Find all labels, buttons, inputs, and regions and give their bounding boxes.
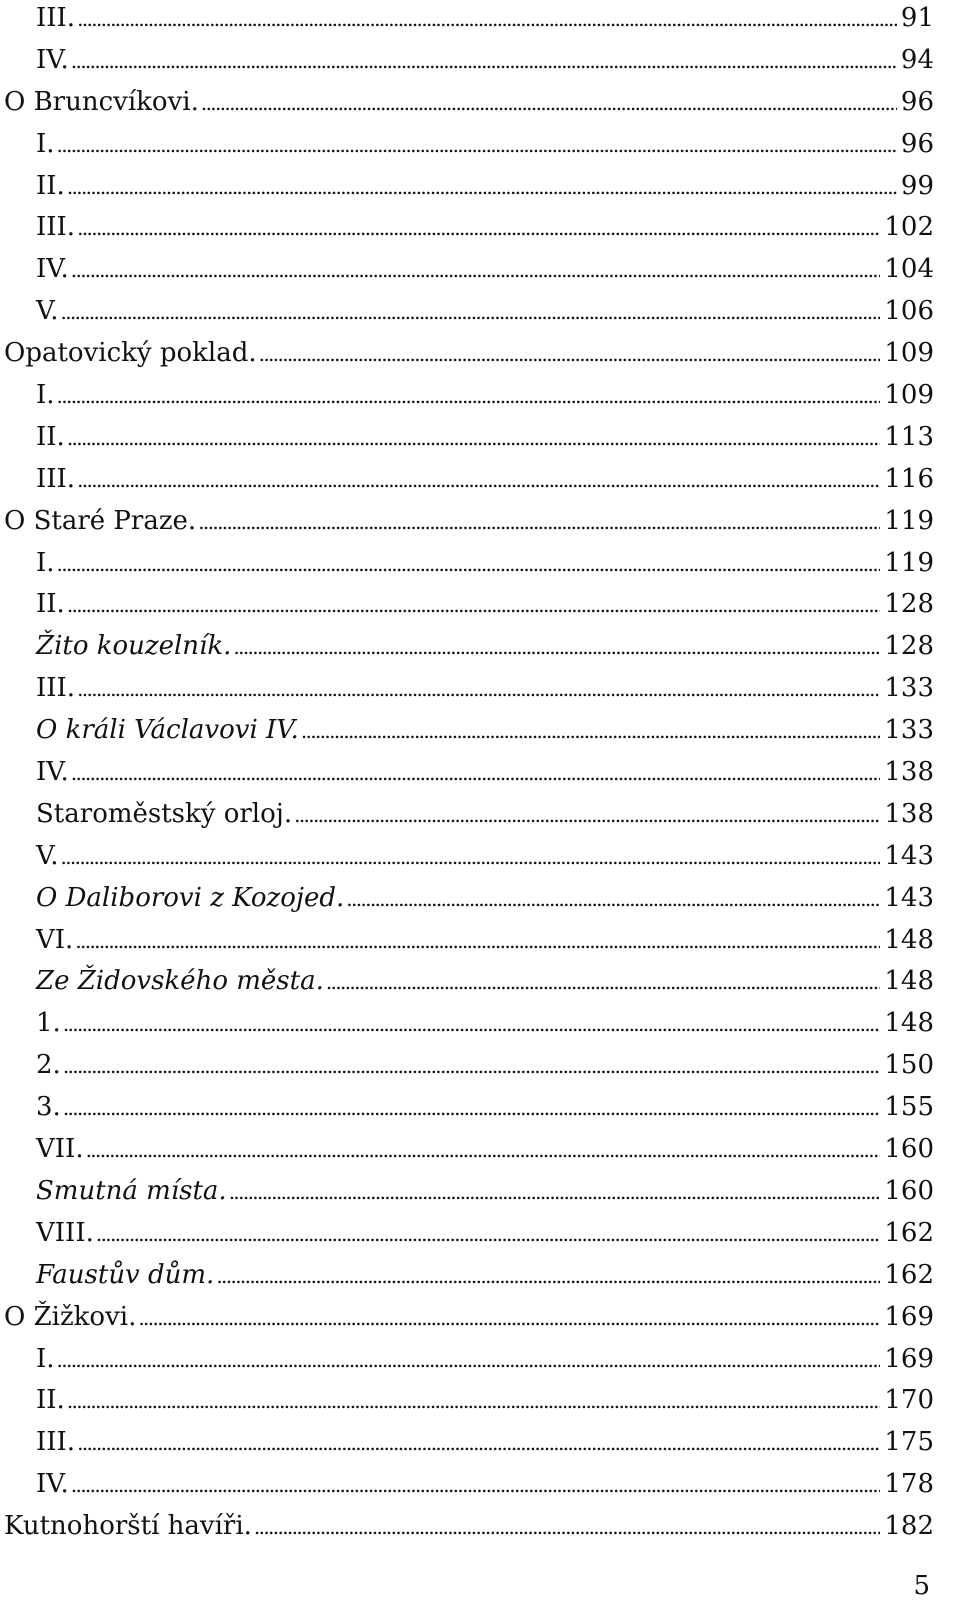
toc-entry-title: II. [36, 421, 65, 452]
toc-entry[interactable] [4, 878, 934, 920]
toc-entry-title: III. [36, 673, 76, 704]
dot-leader [71, 50, 897, 72]
dot-leader [77, 1432, 880, 1454]
toc-entry-page: 104 [884, 254, 934, 285]
dot-leader [77, 469, 880, 491]
toc-entry-title: O Staré Praze. [4, 505, 197, 536]
toc-entry-title: I. [36, 1343, 55, 1374]
table-of-contents [4, 0, 934, 1548]
toc-entry[interactable] [4, 1129, 934, 1171]
toc-entry[interactable] [4, 0, 934, 40]
toc-entry-page: 133 [884, 673, 934, 704]
toc-entry-title: IV. [36, 1469, 69, 1500]
toc-entry[interactable] [4, 207, 934, 249]
dot-leader [259, 343, 881, 365]
dot-leader [75, 930, 880, 952]
dot-leader [77, 217, 880, 239]
toc-entry-page: 178 [884, 1469, 934, 1500]
toc-entry-page: 116 [884, 463, 934, 494]
toc-entry-title: III. [36, 1427, 76, 1458]
toc-entry-page: 175 [884, 1427, 934, 1458]
dot-leader [301, 720, 881, 742]
toc-entry-page: 96 [900, 86, 934, 117]
dot-leader [67, 176, 897, 198]
dot-leader [86, 1139, 881, 1161]
dot-leader [138, 1307, 880, 1329]
toc-entry[interactable] [4, 1380, 934, 1422]
toc-entry[interactable] [4, 920, 934, 962]
toc-entry-title: II. [36, 589, 65, 620]
dot-leader [216, 1265, 880, 1287]
toc-entry-title: VII. [36, 1134, 84, 1165]
toc-entry-page: 128 [884, 589, 934, 620]
toc-entry[interactable] [4, 1003, 934, 1045]
toc-entry-title: IV. [36, 254, 69, 285]
dot-leader [57, 553, 881, 575]
toc-entry[interactable] [4, 1297, 934, 1339]
toc-entry[interactable] [4, 417, 934, 459]
toc-entry[interactable] [4, 668, 934, 710]
toc-entry[interactable] [4, 584, 934, 626]
dot-leader [346, 888, 880, 910]
dot-leader [63, 1055, 881, 1077]
dot-leader [77, 8, 897, 30]
toc-entry[interactable] [4, 1339, 934, 1381]
toc-entry-title: IV. [36, 44, 69, 75]
toc-entry-title: Žito kouzelník. [36, 631, 232, 662]
dot-leader [63, 1097, 881, 1119]
dot-leader [71, 1474, 881, 1496]
toc-entry-page: 150 [884, 1050, 934, 1081]
dot-leader [71, 259, 881, 281]
toc-entry-title: Ze Židovského města. [36, 966, 324, 997]
toc-entry-page: 113 [884, 421, 934, 452]
toc-entry-title: Smutná místa. [36, 1175, 227, 1206]
toc-entry[interactable] [4, 82, 934, 124]
toc-entry[interactable] [4, 836, 934, 878]
toc-entry-page: 109 [884, 380, 934, 411]
toc-entry-page: 162 [884, 1259, 934, 1290]
toc-entry[interactable] [4, 1255, 934, 1297]
toc-entry-page: 160 [884, 1175, 934, 1206]
toc-entry[interactable] [4, 961, 934, 1003]
toc-entry[interactable] [4, 501, 934, 543]
toc-entry-title: I. [36, 380, 55, 411]
toc-entry-title: O Žižkovi. [4, 1301, 137, 1332]
toc-entry-page: 170 [884, 1385, 934, 1416]
dot-leader [233, 636, 880, 658]
toc-entry-title: IV. [36, 757, 69, 788]
toc-entry-title: III. [36, 463, 76, 494]
toc-entry[interactable] [4, 543, 934, 585]
toc-entry-page: 133 [884, 715, 934, 746]
toc-entry-title: VI. [36, 924, 74, 955]
dot-leader [67, 427, 881, 449]
toc-entry-title: O Bruncvíkovi. [4, 86, 199, 117]
toc-entry[interactable] [4, 1045, 934, 1087]
toc-entry[interactable] [4, 333, 934, 375]
toc-entry-title: I. [36, 128, 55, 159]
toc-entry-page: 96 [900, 128, 934, 159]
toc-entry-page: 102 [884, 212, 934, 243]
toc-entry-page: 160 [884, 1134, 934, 1165]
toc-entry-page: 148 [884, 924, 934, 955]
toc-entry-page: 148 [884, 1008, 934, 1039]
dot-leader [326, 971, 881, 993]
dot-leader [67, 1390, 881, 1412]
toc-entry-title: 3. [36, 1092, 61, 1123]
toc-entry[interactable] [4, 166, 934, 208]
toc-entry-title: O Daliborovi z Kozojed. [36, 882, 345, 913]
toc-entry-title: V. [36, 296, 59, 327]
toc-entry-title: II. [36, 1385, 65, 1416]
dot-leader [198, 511, 880, 533]
toc-entry-title: O králi Václavovi IV. [36, 715, 299, 746]
toc-entry[interactable] [4, 1422, 934, 1464]
toc-entry-page: 94 [900, 44, 934, 75]
dot-leader [71, 762, 881, 784]
dot-leader [57, 134, 897, 156]
toc-entry[interactable] [4, 1506, 934, 1548]
page-number: 5 [913, 1571, 930, 1601]
toc-entry[interactable] [4, 626, 934, 668]
toc-entry[interactable] [4, 1464, 934, 1506]
toc-entry-title: II. [36, 170, 65, 201]
toc-entry-title: I. [36, 547, 55, 578]
toc-entry-title: Staroměstský orloj. [36, 798, 293, 829]
toc-entry-page: 138 [884, 798, 934, 829]
toc-entry-title: Opatovický poklad. [4, 338, 257, 369]
dot-leader [63, 1013, 881, 1035]
toc-entry[interactable] [4, 249, 934, 291]
dot-leader [294, 804, 880, 826]
dot-leader [229, 1181, 881, 1203]
dot-leader [96, 1223, 881, 1245]
toc-entry-title: III. [36, 3, 76, 33]
toc-entry-page: 148 [884, 966, 934, 997]
toc-entry[interactable] [4, 459, 934, 501]
toc-entry-page: 91 [900, 3, 934, 33]
dot-leader [67, 594, 881, 616]
toc-entry[interactable] [4, 1087, 934, 1129]
toc-entry-page: 99 [900, 170, 934, 201]
dot-leader [61, 846, 881, 868]
dot-leader [61, 301, 881, 323]
toc-entry-page: 143 [884, 882, 934, 913]
toc-entry-page: 109 [884, 338, 934, 369]
toc-entry-page: 119 [884, 547, 934, 578]
toc-entry-page: 169 [884, 1343, 934, 1374]
toc-entry[interactable] [4, 752, 934, 794]
dot-leader [254, 1516, 880, 1538]
toc-entry[interactable] [4, 375, 934, 417]
dot-leader [57, 1349, 881, 1371]
toc-entry-page: 162 [884, 1217, 934, 1248]
toc-entry-page: 169 [884, 1301, 934, 1332]
toc-entry-title: III. [36, 212, 76, 243]
toc-entry[interactable] [4, 794, 934, 836]
toc-entry-page: 182 [884, 1511, 934, 1542]
toc-entry[interactable] [4, 40, 934, 82]
toc-entry-title: 1. [36, 1008, 61, 1039]
toc-entry-title: Faustův dům. [36, 1259, 215, 1290]
toc-entry-page: 138 [884, 757, 934, 788]
toc-entry-title: 2. [36, 1050, 61, 1081]
dot-leader [201, 92, 897, 114]
toc-entry-title: Kutnohorští havíři. [4, 1511, 252, 1542]
toc-entry-page: 143 [884, 840, 934, 871]
toc-entry-page: 119 [884, 505, 934, 536]
toc-entry[interactable] [4, 291, 934, 333]
toc-entry-title: V. [36, 840, 59, 871]
toc-entry-page: 128 [884, 631, 934, 662]
toc-entry[interactable] [4, 710, 934, 752]
toc-entry-page: 106 [884, 296, 934, 327]
toc-entry[interactable] [4, 124, 934, 166]
toc-entry[interactable] [4, 1171, 934, 1213]
toc-entry-page: 155 [884, 1092, 934, 1123]
toc-entry[interactable] [4, 1213, 934, 1255]
dot-leader [77, 678, 880, 700]
dot-leader [57, 385, 881, 407]
toc-entry-title: VIII. [36, 1217, 94, 1248]
